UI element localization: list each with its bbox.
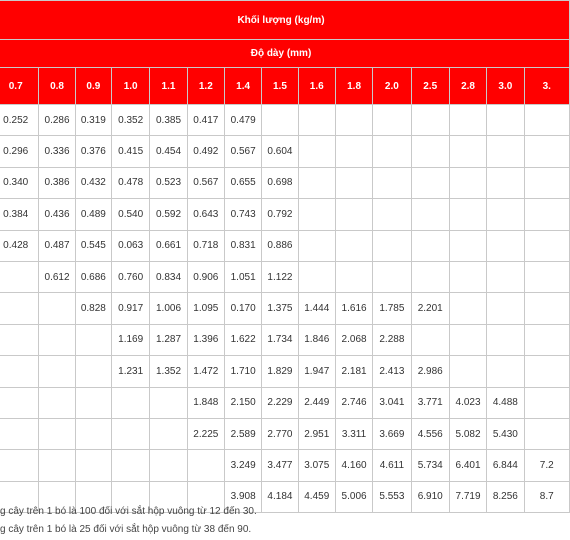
table-cell: 0.336 (39, 136, 75, 167)
table-cell (411, 230, 449, 261)
table-cell: 0.886 (262, 230, 298, 261)
table-cell (524, 293, 570, 324)
table-cell: 1.095 (187, 293, 224, 324)
table-cell: 0.479 (224, 105, 261, 136)
table-cell: 5.430 (487, 418, 524, 449)
table-cell: 1.122 (262, 261, 298, 292)
table-cell: 0.487 (39, 230, 75, 261)
thickness-header-cell: 0.7 (0, 68, 39, 105)
table-cell (0, 418, 39, 449)
table-cell: 4.160 (335, 450, 372, 481)
table-cell: 1.396 (187, 324, 224, 355)
table-cell (335, 261, 372, 292)
table-cell: 0.760 (112, 261, 150, 292)
table-cell: 1.734 (262, 324, 298, 355)
table-cell: 0.415 (112, 136, 150, 167)
table-cell (487, 356, 524, 387)
table-cell: 0.454 (150, 136, 187, 167)
thickness-header-cell: 2.8 (449, 68, 486, 105)
table-row (0, 387, 570, 418)
table-cell (411, 324, 449, 355)
table-cell: 0.792 (262, 199, 298, 230)
table-cell (75, 324, 111, 355)
table-cell (75, 356, 111, 387)
table-cell (39, 356, 75, 387)
table-cell (373, 261, 411, 292)
table-cell: 1.829 (262, 356, 298, 387)
table-cell (487, 199, 524, 230)
thickness-header-cell: 0.9 (75, 68, 111, 105)
table-cell: 0.492 (187, 136, 224, 167)
table-cell (449, 230, 486, 261)
table-cell: 5.734 (411, 450, 449, 481)
table-cell (524, 199, 570, 230)
table-cell: 3.249 (224, 450, 261, 481)
table-cell: 0.604 (262, 136, 298, 167)
table-cell: 4.459 (298, 481, 335, 512)
table-cell: 1.375 (262, 293, 298, 324)
table-cell: 1.352 (150, 356, 187, 387)
table-row (0, 199, 570, 230)
table-cell: 0.917 (112, 293, 150, 324)
table-cell: 0.567 (224, 136, 261, 167)
table-cell (39, 450, 75, 481)
table-cell: 0.686 (75, 261, 111, 292)
table-cell: 2.589 (224, 418, 261, 449)
thickness-header-cell: 1.0 (112, 68, 150, 105)
table-cell: 0.478 (112, 167, 150, 198)
table-cell: 6.910 (411, 481, 449, 512)
table-cell: 5.006 (335, 481, 372, 512)
table-cell: 0.376 (75, 136, 111, 167)
table-cell (449, 136, 486, 167)
thickness-header-cell: 1.1 (150, 68, 187, 105)
table-cell: 1.785 (373, 293, 411, 324)
table-cell: 2.413 (373, 356, 411, 387)
table-cell: 2.150 (224, 387, 261, 418)
table-cell: 1.287 (150, 324, 187, 355)
table-cell: 4.611 (373, 450, 411, 481)
table-cell: 0.834 (150, 261, 187, 292)
table-cell: 2.288 (373, 324, 411, 355)
table-cell (298, 199, 335, 230)
table-cell (39, 293, 75, 324)
table-cell: 0.661 (150, 230, 187, 261)
table-cell: 4.556 (411, 418, 449, 449)
table-cell: 4.023 (449, 387, 486, 418)
table-cell: 0.340 (0, 167, 39, 198)
table-cell: 1.231 (112, 356, 150, 387)
table-cell: 0.718 (187, 230, 224, 261)
table-cell: 1.846 (298, 324, 335, 355)
thickness-header-cell: 1.8 (335, 68, 372, 105)
table-cell (335, 230, 372, 261)
table-cell (150, 387, 187, 418)
table-cell (487, 105, 524, 136)
table-cell: 0.545 (75, 230, 111, 261)
table-row (0, 261, 570, 292)
table-cell: 2.201 (411, 293, 449, 324)
table-cell (411, 261, 449, 292)
table-cell: 6.844 (487, 450, 524, 481)
table-cell: 0.252 (0, 105, 39, 136)
thickness-header-cell: 1.2 (187, 68, 224, 105)
table-cell: 0.567 (187, 167, 224, 198)
table-cell (487, 261, 524, 292)
table-body (0, 105, 570, 513)
table-cell: 2.746 (335, 387, 372, 418)
table-cell: 1.006 (150, 293, 187, 324)
table-cell (524, 167, 570, 198)
table-cell (411, 167, 449, 198)
table-cell (0, 261, 39, 292)
thickness-header-cell: 3. (524, 68, 570, 105)
table-cell: 0.432 (75, 167, 111, 198)
table-cell (487, 136, 524, 167)
table-cell: 3.311 (335, 418, 372, 449)
table-cell: 5.553 (373, 481, 411, 512)
table-cell: 2.951 (298, 418, 335, 449)
table-cell (75, 450, 111, 481)
thickness-header-cell: 1.6 (298, 68, 335, 105)
table-row (0, 450, 570, 481)
table-cell: 0.385 (150, 105, 187, 136)
table-cell: 3.669 (373, 418, 411, 449)
thickness-header-cell: 0.8 (39, 68, 75, 105)
table-cell (373, 167, 411, 198)
table-cell (39, 387, 75, 418)
table-cell: 0.384 (0, 199, 39, 230)
table-cell: 2.770 (262, 418, 298, 449)
table-cell (39, 324, 75, 355)
table-cell: 1.616 (335, 293, 372, 324)
table-cell (112, 387, 150, 418)
table-cell (411, 199, 449, 230)
table-cell (39, 418, 75, 449)
table-cell: 0.523 (150, 167, 187, 198)
table-cell (524, 230, 570, 261)
table-cell (75, 418, 111, 449)
table-cell: 0.489 (75, 199, 111, 230)
table-cell: 0.352 (112, 105, 150, 136)
table-cell (524, 136, 570, 167)
table-title: Khối lượng (kg/m) (0, 1, 570, 40)
table-cell (335, 199, 372, 230)
table-cell (449, 199, 486, 230)
table-cell: 0.296 (0, 136, 39, 167)
table-cell: 1.622 (224, 324, 261, 355)
table-cell (487, 293, 524, 324)
table-cell (449, 324, 486, 355)
table-cell: 0.831 (224, 230, 261, 261)
table-cell: 7.719 (449, 481, 486, 512)
table-cell: 3.477 (262, 450, 298, 481)
table-cell (150, 450, 187, 481)
thickness-header-cell: 2.5 (411, 68, 449, 105)
table-cell (449, 167, 486, 198)
table-cell (524, 356, 570, 387)
table-cell: 0.655 (224, 167, 261, 198)
table-cell: 0.540 (112, 199, 150, 230)
table-cell (187, 450, 224, 481)
table-cell: 0.743 (224, 199, 261, 230)
thickness-header-cell: 1.5 (262, 68, 298, 105)
table-cell: 4.488 (487, 387, 524, 418)
table-cell (487, 167, 524, 198)
table-cell (373, 136, 411, 167)
table-cell: 1.444 (298, 293, 335, 324)
thickness-header-row (0, 68, 570, 105)
table-cell: 1.051 (224, 261, 261, 292)
table-cell: 0.612 (39, 261, 75, 292)
table-cell (298, 167, 335, 198)
table-cell (449, 293, 486, 324)
table-cell (524, 261, 570, 292)
table-cell: 6.401 (449, 450, 486, 481)
table-cell (0, 450, 39, 481)
table-cell: 2.225 (187, 418, 224, 449)
table-cell: 0.319 (75, 105, 111, 136)
table-cell: 5.082 (449, 418, 486, 449)
table-cell (75, 387, 111, 418)
table-cell: 0.170 (224, 293, 261, 324)
table-cell: 0.436 (39, 199, 75, 230)
table-cell: 0.286 (39, 105, 75, 136)
table-cell (411, 136, 449, 167)
table-cell (298, 261, 335, 292)
table-row (0, 230, 570, 261)
table-cell: 1.169 (112, 324, 150, 355)
table-cell (150, 418, 187, 449)
table-cell: 0.906 (187, 261, 224, 292)
table-cell: 0.828 (75, 293, 111, 324)
table-cell (449, 105, 486, 136)
table-cell: 3.041 (373, 387, 411, 418)
table-cell (524, 387, 570, 418)
table-row (0, 324, 570, 355)
table-cell (524, 105, 570, 136)
table-cell (373, 199, 411, 230)
table-row (0, 418, 570, 449)
table-cell (487, 324, 524, 355)
table-cell: 0.063 (112, 230, 150, 261)
table-cell (0, 293, 39, 324)
table-cell (411, 105, 449, 136)
table-cell (524, 324, 570, 355)
table-cell: 7.2 (524, 450, 570, 481)
table-cell: 1.472 (187, 356, 224, 387)
thickness-header-cell: 1.4 (224, 68, 261, 105)
table-cell: 1.710 (224, 356, 261, 387)
table-cell (262, 105, 298, 136)
table-cell: 0.592 (150, 199, 187, 230)
footnotes (0, 503, 257, 539)
table-cell: 0.386 (39, 167, 75, 198)
table-cell: 2.068 (335, 324, 372, 355)
table-cell: 2.229 (262, 387, 298, 418)
table-row (0, 356, 570, 387)
thickness-header-cell: 2.0 (373, 68, 411, 105)
table-cell: 8.7 (524, 481, 570, 512)
table-cell: 0.428 (0, 230, 39, 261)
table-row (0, 293, 570, 324)
table-cell (524, 418, 570, 449)
table-cell (0, 387, 39, 418)
table-cell (335, 167, 372, 198)
footnote-2: g cây trên 1 bó là 25 đối với sắt hộp vuông từ 38 đến 90. (0, 524, 252, 535)
footnote-1: g cây trên 1 bó là 100 đối với sắt hộp vuông từ 12 đến 30. (0, 506, 257, 517)
table-subtitle: Độ dày (mm) (0, 40, 570, 68)
table-cell: 0.643 (187, 199, 224, 230)
table-cell: 2.449 (298, 387, 335, 418)
table-cell: 2.181 (335, 356, 372, 387)
table-cell: 1.947 (298, 356, 335, 387)
thickness-header-cell: 3.0 (487, 68, 524, 105)
table-cell (0, 324, 39, 355)
table-cell: 3.908 (224, 481, 261, 512)
table-cell (298, 105, 335, 136)
table-cell: 3.771 (411, 387, 449, 418)
table-cell (373, 230, 411, 261)
table-cell (112, 418, 150, 449)
table-row (0, 105, 570, 136)
table-cell (0, 356, 39, 387)
table-row (0, 167, 570, 198)
table-cell: 0.417 (187, 105, 224, 136)
table-cell (449, 261, 486, 292)
table-cell: 2.986 (411, 356, 449, 387)
table-cell (335, 136, 372, 167)
table-cell: 8.256 (487, 481, 524, 512)
table-cell (298, 136, 335, 167)
table-cell: 0.698 (262, 167, 298, 198)
table-cell: 4.184 (262, 481, 298, 512)
table-cell (373, 105, 411, 136)
table-cell (449, 356, 486, 387)
table-cell (298, 230, 335, 261)
table-row (0, 136, 570, 167)
table-cell: 1.848 (187, 387, 224, 418)
table-cell (112, 450, 150, 481)
table-cell (487, 230, 524, 261)
table-cell: 3.075 (298, 450, 335, 481)
table-cell (335, 105, 372, 136)
